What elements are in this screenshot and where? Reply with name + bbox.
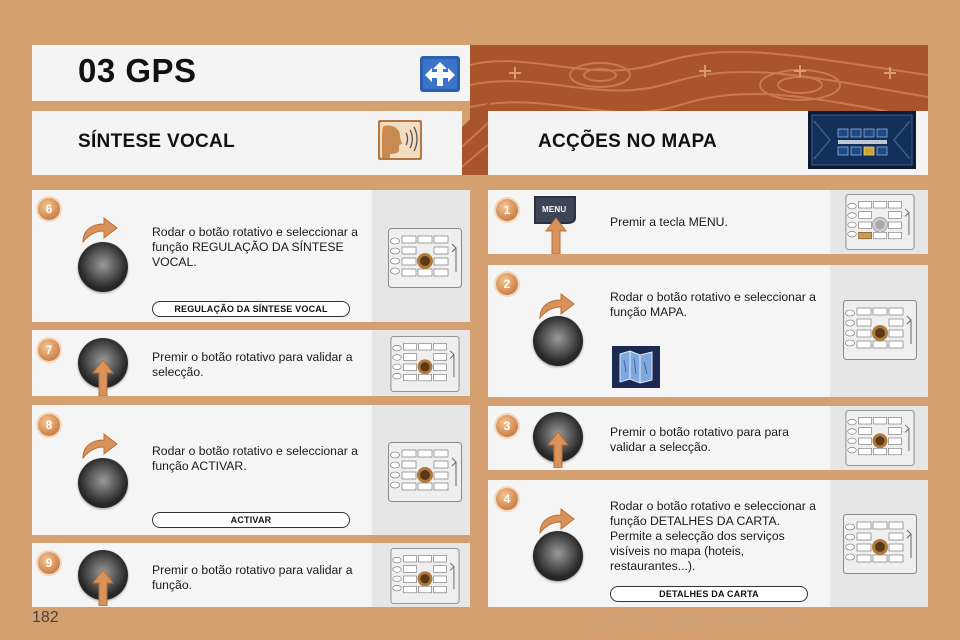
page-number: 182	[32, 609, 59, 626]
step-instruction: Premir o botão rotativo para para validar a selecção.	[610, 425, 789, 454]
press-arrow-icon	[547, 432, 569, 468]
voice-synthesis-icon	[378, 120, 422, 160]
step-number-badge: 9	[38, 552, 60, 574]
watermark: carmanualsonline.info	[588, 607, 809, 632]
step-number-badge: 1	[496, 199, 518, 221]
navigation-icon	[420, 56, 460, 92]
menu-function-label: REGULAÇÃO DA SÍNTESE VOCAL	[152, 301, 350, 317]
step-number-badge: 2	[496, 273, 518, 295]
map-folded-icon	[612, 346, 660, 388]
page-title: 03 GPS	[78, 52, 197, 89]
rotary-knob	[533, 531, 583, 581]
rotary-knob	[533, 316, 583, 366]
step-instruction: Rodar o botão rotativo e seleccionar a função REGULAÇÃO DA SÍNTESE VOCAL.	[152, 225, 358, 269]
step-number-badge: 7	[38, 339, 60, 361]
radio-control-panel-icon	[388, 548, 462, 608]
step-number-badge: 6	[38, 198, 60, 220]
section-title-map: ACÇÕES NO MAPA	[538, 131, 718, 152]
map-menu-screen-icon	[808, 111, 916, 169]
rotary-knob	[78, 458, 128, 508]
step-instruction: Premir o botão rotativo para validar a função.	[152, 563, 353, 592]
rotate-arrow-icon	[80, 432, 120, 460]
press-arrow-icon	[92, 360, 114, 396]
step-instruction: Rodar o botão rotativo e seleccionar a função DETALHES DA CARTA. Permite a selecção dos serviços visíveis no mapa (hoteis, restaurantes...).	[610, 499, 816, 573]
step-number-badge: 8	[38, 414, 60, 436]
radio-control-panel-icon	[388, 442, 462, 502]
radio-control-panel-icon	[842, 300, 916, 360]
menu-key-label: MENU	[542, 205, 567, 214]
step-instruction: Rodar o botão rotativo e seleccionar a função MAPA.	[610, 290, 816, 319]
step-instruction: Premir a tecla MENU.	[610, 215, 728, 229]
radio-control-panel-icon	[842, 410, 916, 470]
step-number-badge: 4	[496, 488, 518, 510]
radio-control-panel-icon	[388, 336, 462, 396]
rotate-arrow-icon	[80, 216, 120, 244]
step-number-badge: 3	[496, 415, 518, 437]
step-instruction: Premir o botão rotativo para validar a selecção.	[152, 350, 353, 379]
press-arrow-icon	[92, 570, 114, 606]
menu-function-label: ACTIVAR	[152, 512, 350, 528]
press-arrow-icon	[545, 218, 567, 254]
menu-function-label: DETALHES DA CARTA	[610, 586, 808, 602]
radio-control-panel-icon	[842, 514, 916, 574]
rotary-knob	[78, 242, 128, 292]
step-instruction: Rodar o botão rotativo e seleccionar a função ACTIVAR.	[152, 444, 358, 473]
radio-control-panel-icon	[388, 228, 462, 288]
section-title-voice: SÍNTESE VOCAL	[78, 131, 235, 152]
radio-control-panel-icon	[842, 194, 916, 254]
